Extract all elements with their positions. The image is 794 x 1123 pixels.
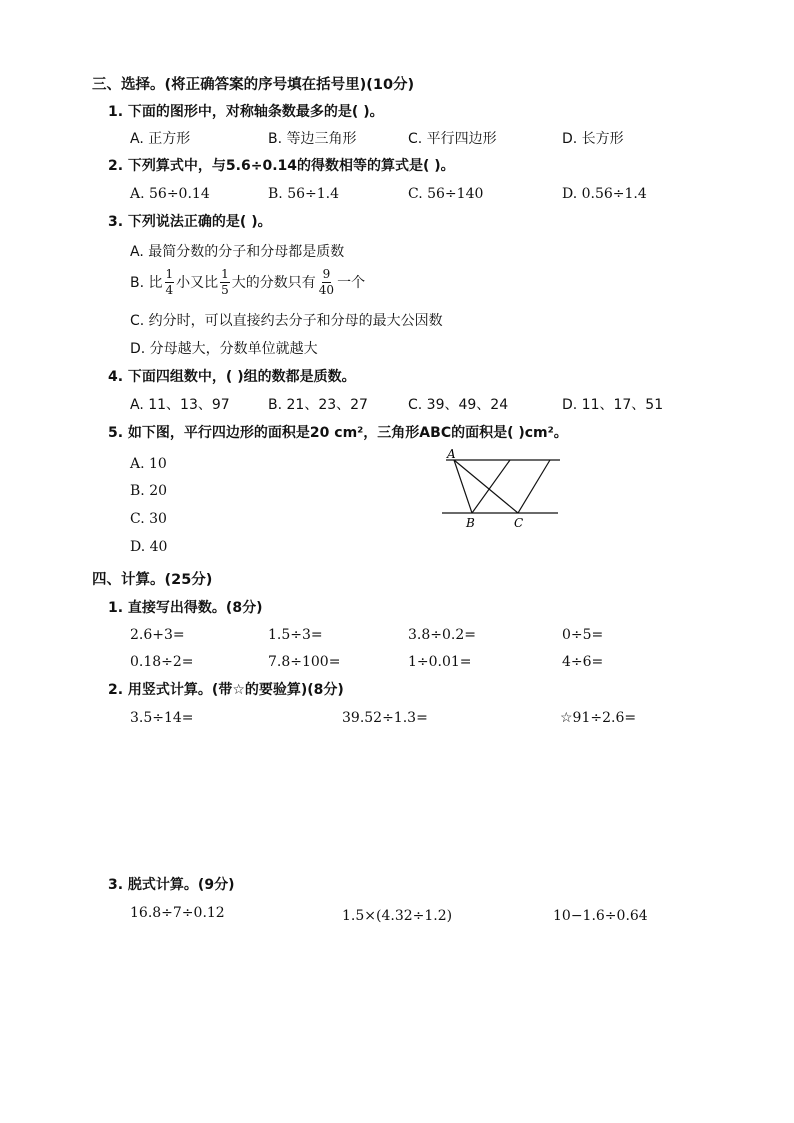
mental-item-4: 0÷5= — [562, 627, 604, 643]
q4-option-d: D. 11、17、51 — [562, 397, 664, 413]
q1-option-d: D. 长方形 — [562, 131, 624, 147]
q3-option-c: C. 约分时，可以直接约去分子和分母的最大公因数 — [130, 313, 443, 329]
q5-option-d: D. 40 — [130, 539, 168, 555]
q5-option-b: B. 20 — [130, 483, 168, 499]
q1-option-b: B. 等边三角形 — [268, 131, 357, 147]
vertical-item-1: 3.5÷14= — [130, 710, 194, 726]
q3-option-b-part-1: B. 比 — [130, 274, 163, 291]
stepwise-item-1: 16.8÷7÷0.12 — [130, 905, 225, 921]
question-2-stem: 2. 下列算式中，与5.6÷0.14的得数相等的算式是( )。 — [108, 158, 455, 174]
fraction-denominator: 5 — [221, 283, 229, 298]
mental-item-5: 0.18÷2= — [130, 654, 194, 670]
stepwise-item-3: 10−1.6÷0.64 — [553, 908, 648, 924]
section-3-title: 三、选择。(将正确答案的序号填在括号里)(10分) — [92, 77, 415, 93]
question-5-stem: 5. 如下图，平行四边形的面积是20 cm²，三角形ABC的面积是( )cm²。 — [108, 425, 568, 441]
fraction-denominator: 4 — [165, 283, 174, 298]
question-1-stem: 1. 下面的图形中，对称轴条数最多的是( )。 — [108, 104, 384, 120]
part-3-stem: 3. 脱式计算。(9分) — [108, 877, 235, 893]
parallelogram-triangle-figure — [438, 446, 568, 532]
label-c: C — [514, 516, 524, 530]
q1-option-a: A. 正方形 — [130, 131, 191, 147]
fraction-numerator: 1 — [220, 268, 230, 283]
fraction-nine-fortieths — [318, 268, 335, 297]
fraction-numerator: 1 — [165, 268, 175, 283]
part-2-stem: 2. 用竖式计算。(带☆的要验算)(8分) — [108, 682, 344, 698]
diagonal-b — [472, 460, 510, 513]
q2-option-c: C. 56÷140 — [408, 186, 484, 202]
fraction-one-fifth — [220, 268, 230, 297]
question-4-stem: 4. 下面四组数中，( )组的数都是质数。 — [108, 369, 356, 385]
q5-option-a: A. 10 — [130, 456, 167, 472]
q3-option-d: D. 分母越大，分数单位就越大 — [130, 341, 318, 357]
part-1-stem: 1. 直接写出得数。(8分) — [108, 600, 263, 616]
fraction-numerator: 9 — [322, 268, 332, 283]
side-right — [518, 460, 550, 513]
vertical-item-2: 39.52÷1.3= — [342, 710, 428, 726]
label-a: A — [447, 447, 456, 461]
q3-option-b-part-4: 一个 — [337, 274, 366, 291]
q4-option-c: C. 39、49、24 — [408, 397, 509, 413]
q3-option-b — [130, 268, 365, 297]
q2-option-d: D. 0.56÷1.4 — [562, 186, 647, 202]
stepwise-item-2: 1.5×(4.32÷1.2) — [342, 908, 453, 924]
question-3-stem: 3. 下列说法正确的是( )。 — [108, 214, 272, 230]
mental-item-1: 2.6+3= — [130, 627, 185, 643]
q2-option-a: A. 56÷0.14 — [130, 186, 210, 202]
mental-item-3: 3.8÷0.2= — [408, 627, 476, 643]
mental-item-6: 7.8÷100= — [268, 654, 341, 670]
label-b: B — [466, 516, 475, 530]
vertical-item-3: ☆91÷2.6= — [560, 710, 637, 726]
q5-option-c: C. 30 — [130, 511, 167, 527]
q3-option-a: A. 最简分数的分子和分母都是质数 — [130, 244, 345, 260]
q2-option-b: B. 56÷1.4 — [268, 186, 339, 202]
fraction-denominator: 40 — [318, 283, 335, 298]
q3-option-b-part-3: 大的分数只有 — [231, 274, 316, 291]
q4-option-b: B. 21、23、27 — [268, 397, 368, 413]
mental-item-7: 1÷0.01= — [408, 654, 472, 670]
fraction-one-fourth — [165, 268, 175, 297]
mental-item-8: 4÷6= — [562, 654, 604, 670]
section-4-title: 四、计算。(25分) — [92, 572, 213, 588]
q3-option-b-part-2: 小又比 — [176, 274, 219, 291]
mental-item-2: 1.5÷3= — [268, 627, 323, 643]
q1-option-c: C. 平行四边形 — [408, 131, 497, 147]
q4-option-a: A. 11、13、97 — [130, 397, 230, 413]
